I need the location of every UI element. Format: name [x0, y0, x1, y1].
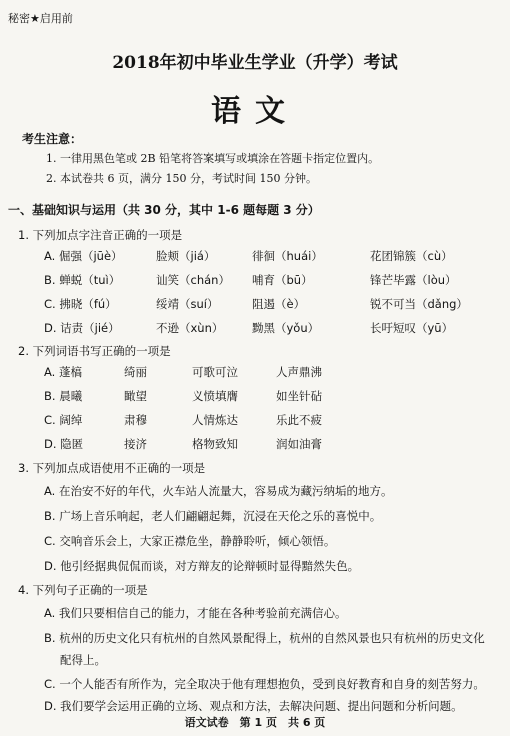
question-3-option-b: B. 广场上音乐响起，老人们翩翩起舞，沉浸在天伦之乐的喜悦中。 — [44, 509, 382, 523]
option-cell: 乐此不疲 — [276, 413, 322, 427]
question-3-option-d: D. 他引经据典侃侃而谈，对方辩友的论辩顿时显得黯然失色。 — [44, 559, 360, 573]
option-cell: 徘徊（huái） — [252, 249, 323, 263]
option-cell: B. 蝉蜕（tuì） — [44, 273, 121, 287]
option-cell: 长吁短叹（yū） — [370, 321, 454, 335]
notice-heading: 考生注意： — [22, 132, 83, 146]
option-cell: 不逊（xùn） — [156, 321, 224, 335]
option-cell: A. 蓬槁 — [44, 365, 82, 379]
option-cell: D. 隐匿 — [44, 437, 84, 451]
option-cell: C. 拂晓（fú） — [44, 297, 117, 311]
option-cell: 格物致知 — [192, 437, 238, 451]
option-cell: 人声鼎沸 — [276, 365, 322, 379]
option-cell: 锋芒毕露（lòu） — [370, 273, 457, 287]
notice-item: 2. 本试卷共 6 页，满分 150 分，考试时间 150 分钟。 — [46, 172, 317, 185]
option-cell: 绥靖（suí） — [156, 297, 219, 311]
option-cell: 脸颊（jiá） — [156, 249, 216, 263]
question-4-option-b-cont: 配得上。 — [60, 653, 106, 667]
question-1-stem: 1. 下列加点字注音正确的一项是 — [18, 228, 183, 242]
option-cell: D. 诘责（jié） — [44, 321, 120, 335]
option-cell: 绮丽 — [124, 365, 147, 379]
option-cell: 人情炼达 — [192, 413, 238, 427]
secret-label: 秘密★启用前 — [8, 12, 73, 25]
notice-item: 1. 一律用黑色笔或 2B 铅笔将答案填写或填涂在答题卡指定位置内。 — [46, 152, 380, 165]
option-cell: 义愤填膺 — [192, 389, 238, 403]
question-4-stem: 4. 下列句子正确的一项是 — [18, 583, 148, 597]
question-3-stem: 3. 下列加点成语使用不正确的一项是 — [18, 461, 206, 475]
page-footer: 语文试卷 第 1 页 共 6 页 — [184, 716, 326, 729]
question-4-option-d: D. 我们要学会运用正确的立场、观点和方法，去解决问题、提出问题和分析问题。 — [44, 699, 463, 713]
question-2-stem: 2. 下列词语书写正确的一项是 — [18, 344, 171, 358]
option-cell: 黝黑（yǒu） — [252, 321, 320, 335]
option-cell: 肃穆 — [124, 413, 147, 427]
option-cell: 花团锦簇（cù） — [370, 249, 453, 263]
option-cell: 瞰望 — [124, 389, 147, 403]
question-4-option-c: C. 一个人能否有所作为，完全取决于他有理想抱负，受到良好教育和自身的刻苦努力。 — [44, 677, 485, 691]
section-heading: 一、基础知识与运用（共 30 分，其中 1-6 题每题 3 分） — [8, 203, 320, 217]
exam-title: 2018年初中毕业生学业（升学）考试 — [112, 53, 398, 73]
option-cell: 接济 — [124, 437, 147, 451]
option-cell: 可歌可泣 — [192, 365, 238, 379]
option-cell: 锐不可当（dǎng） — [370, 297, 468, 311]
option-cell: 润如油膏 — [276, 437, 322, 451]
option-cell: C. 阔绰 — [44, 413, 83, 427]
option-cell: 如坐针砧 — [276, 389, 322, 403]
option-cell: B. 晨曦 — [44, 389, 83, 403]
subject-title: 语文 — [211, 94, 299, 129]
question-4-option-a: A. 我们只要相信自己的能力，才能在各种考验前充满信心。 — [44, 606, 347, 620]
question-3-option-a: A. 在治安不好的年代，火车站人流量大，容易成为藏污纳垢的地方。 — [44, 484, 393, 498]
question-4-option-b: B. 杭州的历史文化只有杭州的自然风景配得上，杭州的自然风景也只有杭州的历史文化 — [44, 631, 485, 645]
question-3-option-c: C. 交响音乐会上，大家正襟危坐，静静聆听，倾心领悟。 — [44, 534, 336, 548]
option-cell: 讪笑（chán） — [156, 273, 230, 287]
option-cell: 哺育（bū） — [252, 273, 313, 287]
option-cell: A. 倔强（jūè） — [44, 249, 123, 263]
option-cell: 阻遏（è） — [252, 297, 306, 311]
